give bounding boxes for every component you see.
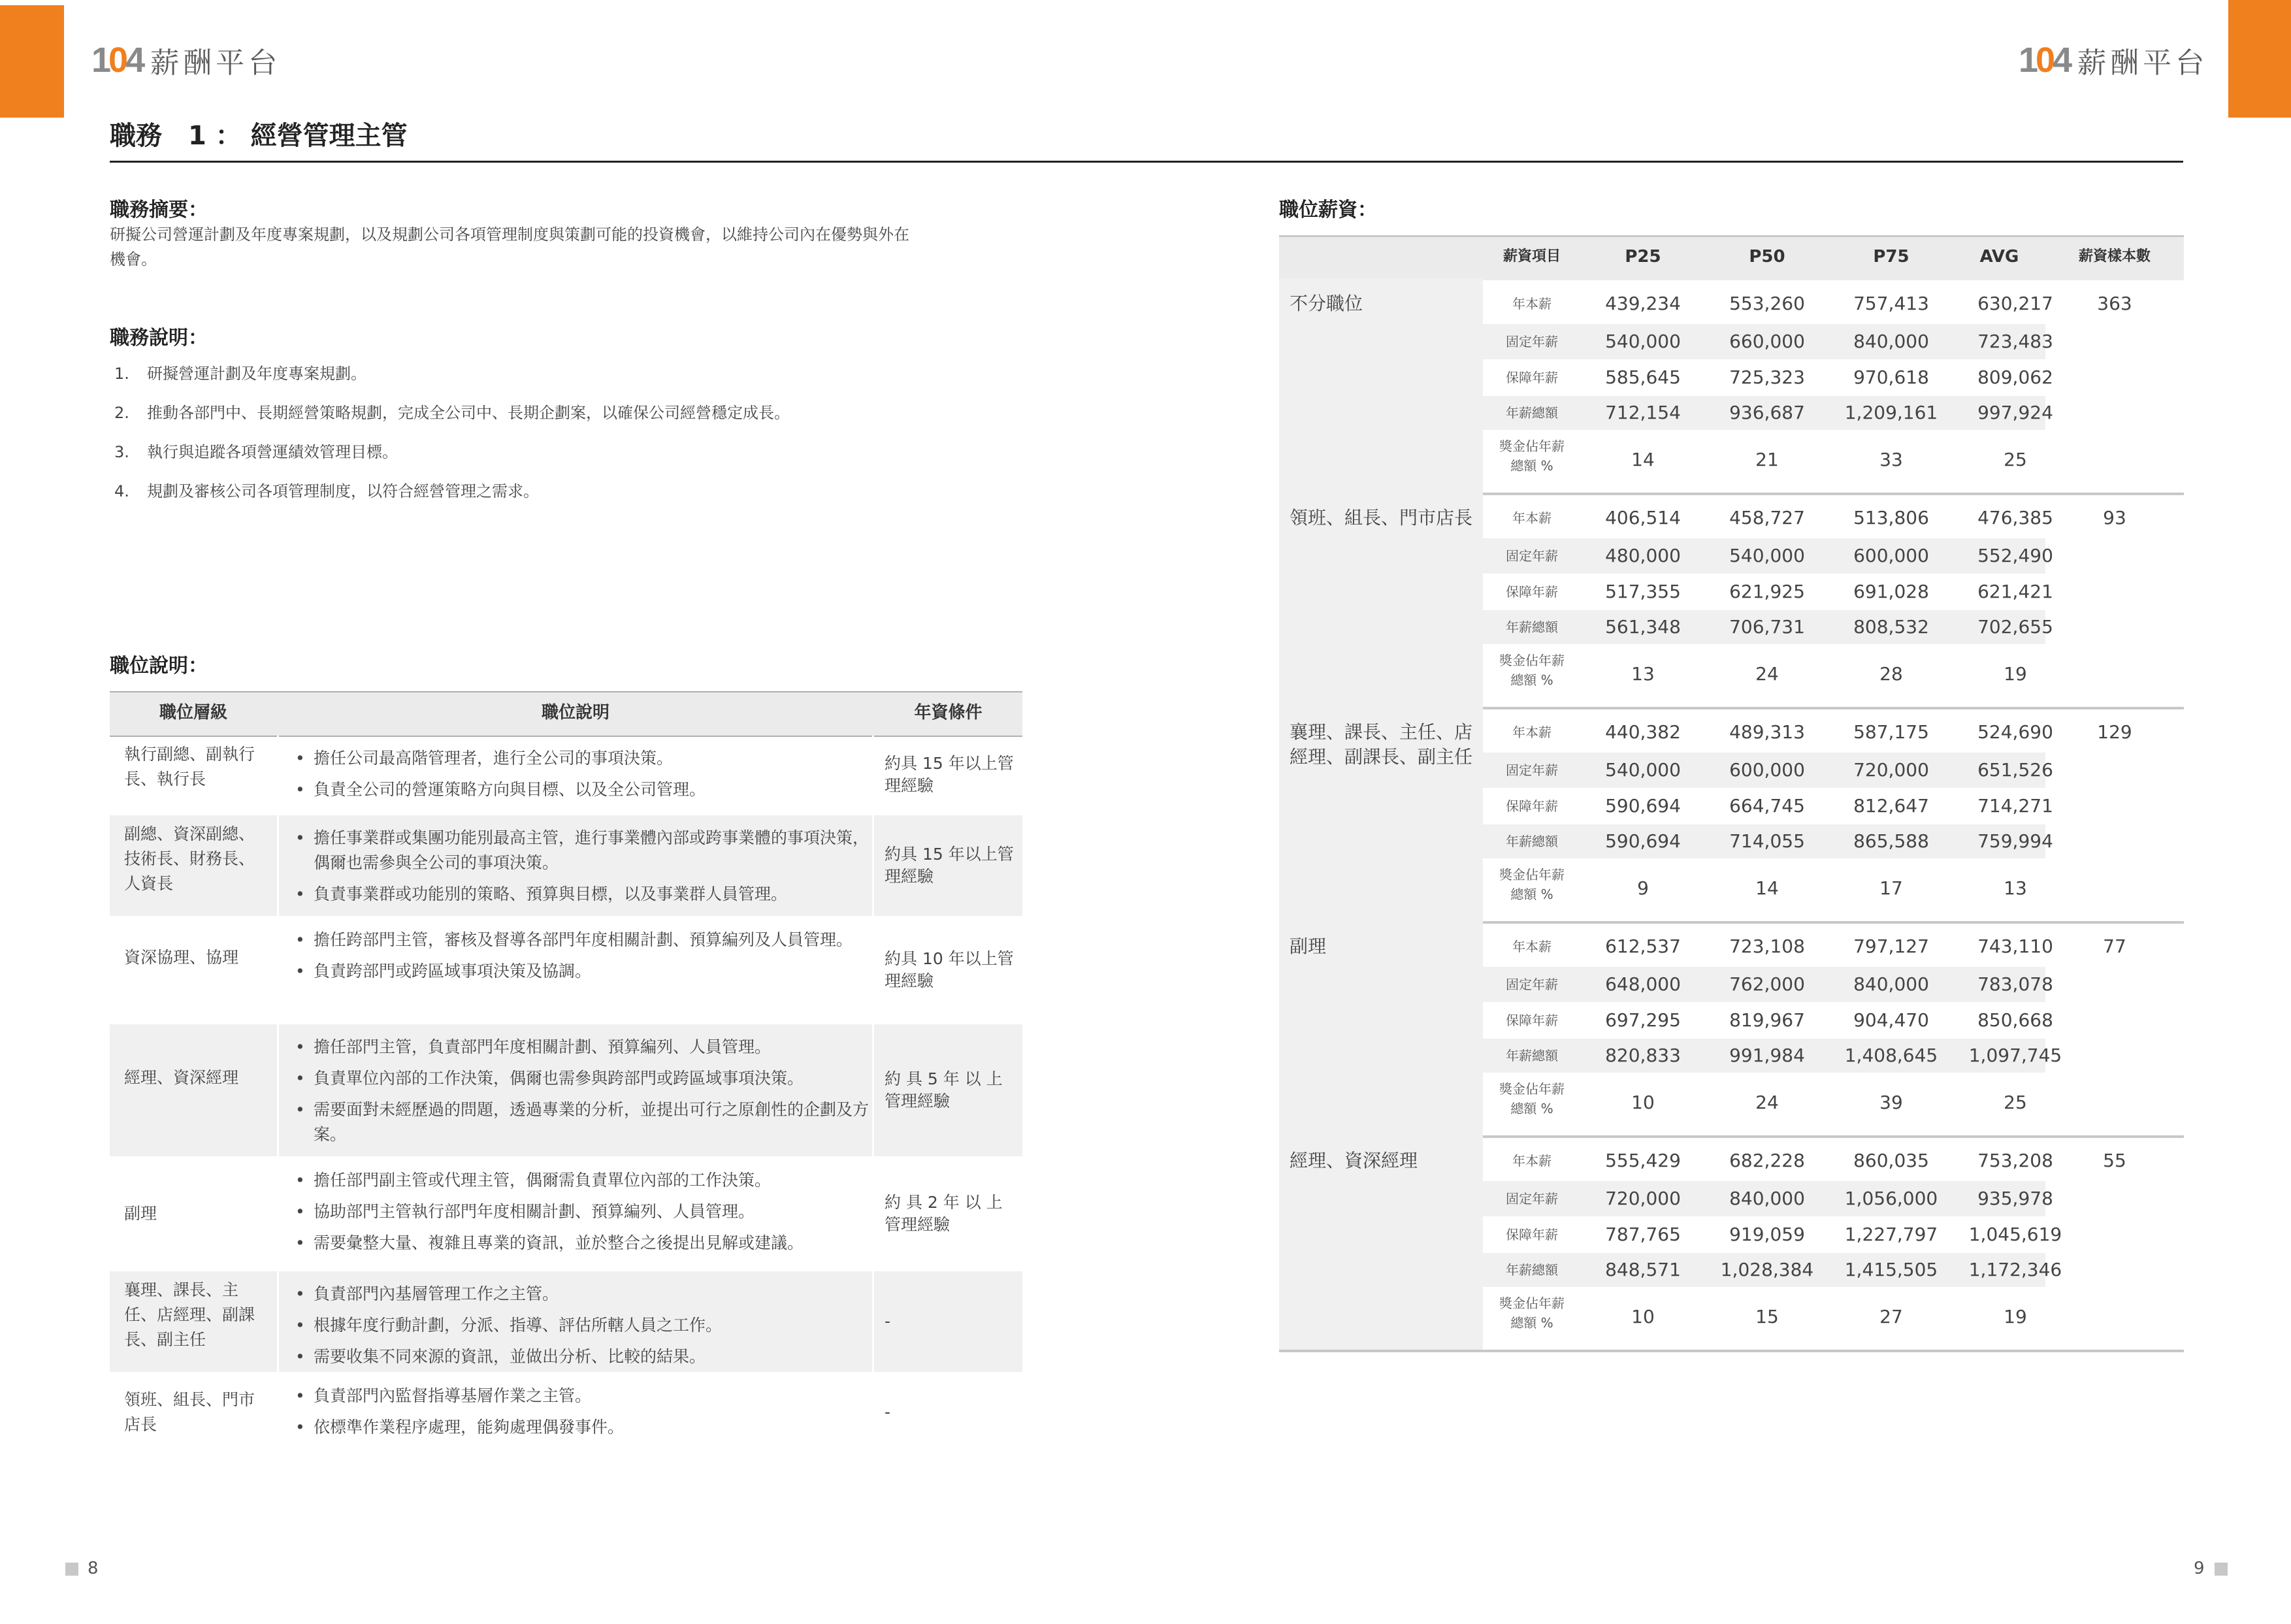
salary-value: 723,108 — [1729, 935, 1805, 957]
position-desc — [293, 1168, 979, 1262]
salary-value: 757,413 — [1853, 293, 1929, 314]
desc-bullet: • 擔任部門主管，負責部門年度相關計劃、預算編列、人員管理。 — [293, 1035, 875, 1060]
right-orange-tab — [2228, 0, 2291, 118]
salary-item-label: 年本薪 — [1512, 296, 1552, 312]
group-name-cell — [1279, 278, 1483, 493]
desc-bullet: • 負責部門內監督指導基層作業之主管。 — [293, 1384, 875, 1408]
left-orange-tab — [0, 5, 64, 118]
salary-group — [1279, 921, 2184, 1138]
salary-value: 840,000 — [1853, 331, 1929, 352]
salary-value: 10 — [1631, 1306, 1655, 1327]
group-name: 不分職位 — [1290, 293, 1363, 314]
salary-value: 1,227,797 — [1844, 1224, 1938, 1245]
desc-bullet: • 需要收集不同來源的資訊，並做出分析、比較的結果。 — [293, 1344, 875, 1369]
salary-row — [1483, 967, 2053, 1002]
desc-bullet: • 協助部門主管執行部門年度相關計劃、預算編列、人員管理。 — [293, 1199, 875, 1224]
salary-value: 991,984 — [1729, 1045, 1805, 1066]
salary-value: 13 — [2004, 877, 2027, 899]
salary-value: 555,429 — [1605, 1150, 1681, 1171]
header-p25: P25 — [1625, 247, 1661, 267]
position-desc — [293, 1384, 979, 1446]
salary-value: 936,687 — [1729, 402, 1805, 423]
salary-value: 997,924 — [1977, 402, 2053, 423]
salary-row — [1483, 928, 2053, 966]
salary-item-label: 年本薪 — [1512, 510, 1552, 526]
salary-row — [1483, 1181, 2053, 1216]
desc-bullet: • 負責事業群或功能別的策略、預算與目標，以及事業群人員管理。 — [293, 882, 875, 907]
header-desc: 職位說明 — [541, 703, 609, 723]
salary-value: 561,348 — [1605, 616, 1681, 638]
salary-item-label: 保障年薪 — [1506, 798, 1558, 814]
salary-row — [1483, 1003, 2053, 1037]
salary-value: 714,271 — [1977, 795, 2053, 817]
item-text: 執行與追蹤各項營運績效管理目標。 — [147, 443, 398, 461]
salary-row — [1483, 538, 2053, 574]
salary-item-label: 固定年薪 — [1506, 334, 1558, 349]
salary-value: 682,228 — [1729, 1150, 1805, 1171]
page-number-left: 8 — [88, 1559, 99, 1578]
salary-value: 1,209,161 — [1844, 402, 1938, 423]
salary-value: 440,382 — [1605, 721, 1681, 743]
salary-item-label: 獎金佔年薪總額 % — [1499, 1295, 1565, 1331]
desc-bullet: • 依標準作業程序處理，能夠處理偶發事件。 — [293, 1415, 875, 1440]
item-number: 4. — [114, 482, 129, 500]
salary-value: 39 — [1879, 1092, 1903, 1113]
summary-text — [110, 222, 1037, 272]
salary-item-label: 保障年薪 — [1506, 1013, 1558, 1028]
salary-value: 517,355 — [1605, 581, 1681, 602]
desc-bullet: • 擔任跨部門主管，審核及督導各部門年度相關計劃、預算編列及人員管理。 — [293, 928, 875, 952]
header-p50: P50 — [1749, 247, 1785, 267]
desc-bullet: • 需要彙整大量、複雜且專業的資訊，並於整合之後提出見解或建議。 — [293, 1231, 875, 1256]
salary-value: 524,690 — [1977, 721, 2053, 743]
salary-row — [1483, 645, 2045, 703]
salary-value: 513,806 — [1853, 507, 1929, 528]
item-number: 2. — [114, 404, 129, 422]
header-item: 薪資項目 — [1503, 248, 1561, 265]
salary-value: 540,000 — [1605, 331, 1681, 352]
salary-value: 664,745 — [1729, 795, 1805, 817]
salary-value: 725,323 — [1729, 366, 1805, 388]
salary-item-label: 固定年薪 — [1506, 762, 1558, 778]
salary-item-label: 保障年薪 — [1506, 370, 1558, 385]
salary-value: 406,514 — [1605, 507, 1681, 528]
salary-value: 28 — [1879, 663, 1903, 685]
salary-row — [1483, 1253, 2062, 1287]
salary-value: 25 — [2004, 1092, 2027, 1113]
salary-value: 1,056,000 — [1844, 1188, 1938, 1209]
header-level: 職位層級 — [159, 703, 227, 723]
title-divider — [110, 161, 2183, 163]
page-title: 職務 1 ： 經營管理主管 — [110, 121, 408, 151]
salary-item-label: 獎金佔年薪總額 % — [1499, 1081, 1565, 1116]
position-level: 資深協理、協理 — [124, 948, 239, 967]
sample-count: 129 — [2097, 721, 2132, 743]
item-number: 1. — [114, 365, 129, 383]
position-level: 經理、資深經理 — [124, 1068, 239, 1087]
salary-item-label: 年薪總額 — [1506, 1262, 1558, 1278]
summary-line: 機會。 — [110, 250, 157, 268]
salary-group — [1279, 1135, 2184, 1352]
salary-value: 970,618 — [1853, 366, 1929, 388]
salary-value: 753,208 — [1977, 1150, 2053, 1171]
logo-number: 104 — [91, 41, 143, 80]
page-marker-right — [2215, 1563, 2228, 1576]
salary-value: 439,234 — [1605, 293, 1681, 314]
salary-value: 17 — [1879, 877, 1903, 899]
column-divider — [277, 1271, 279, 1372]
position-years: 約具 15 年以上管理經驗 — [885, 845, 1014, 886]
salary-value: 33 — [1879, 449, 1903, 470]
group-name-cell — [1279, 1135, 1483, 1350]
sample-count: 93 — [2103, 507, 2126, 528]
salary-value: 850,668 — [1977, 1009, 2053, 1031]
position-desc — [293, 1282, 979, 1376]
item-text: 規劃及審核公司各項管理制度，以符合經營管理之需求。 — [147, 482, 539, 500]
column-divider — [277, 917, 279, 1023]
salary-row — [1483, 431, 2045, 489]
salary-value: 27 — [1879, 1306, 1903, 1327]
salary-value: 540,000 — [1729, 545, 1805, 566]
salary-value: 458,727 — [1729, 507, 1805, 528]
salary-value: 860,035 — [1853, 1150, 1929, 1171]
desc-bullet: • 負責部門內基層管理工作之主管。 — [293, 1282, 875, 1307]
salary-group — [1279, 707, 2184, 924]
position-years: - — [885, 1312, 891, 1331]
salary-item-label: 保障年薪 — [1506, 584, 1558, 600]
position-desc — [293, 1035, 979, 1154]
position-row — [110, 917, 1022, 1023]
position-row — [110, 736, 1022, 814]
salary-value: 587,175 — [1853, 721, 1929, 743]
desc-bullet: • 擔任部門副主管或代理主管，偶爾需負責單位內部的工作決策。 — [293, 1168, 875, 1193]
salary-value: 743,110 — [1977, 935, 2053, 957]
desc-bullet: • 擔任公司最高階管理者，進行全公司的事項決策。 — [293, 746, 875, 771]
salary-value: 9 — [1637, 877, 1649, 899]
salary-value: 480,000 — [1605, 545, 1681, 566]
group-name: 襄理、課長、主任、店經理、副課長、副主任 — [1290, 721, 1473, 768]
salary-value: 808,532 — [1853, 616, 1929, 638]
salary-item-label: 年薪總額 — [1506, 405, 1558, 421]
salary-item-label: 固定年薪 — [1506, 977, 1558, 992]
salary-row — [1483, 499, 2053, 537]
salary-value: 19 — [2004, 1306, 2027, 1327]
salary-item-label: 年薪總額 — [1506, 619, 1558, 635]
sample-count: 363 — [2097, 293, 2132, 314]
salary-value: 15 — [1755, 1306, 1779, 1327]
salary-value: 1,172,346 — [1968, 1259, 2062, 1280]
position-level: 執行副總、副執行長、執行長 — [124, 745, 255, 788]
position-desc — [293, 928, 979, 990]
position-level: 副總、資深副總、技術長、財務長、人資長 — [124, 824, 255, 893]
salary-value: 612,537 — [1605, 935, 1681, 957]
column-divider — [277, 815, 279, 916]
salary-row — [1483, 824, 2053, 858]
salary-row — [1483, 396, 2053, 430]
salary-value: 489,313 — [1729, 721, 1805, 743]
position-row — [110, 1024, 1022, 1156]
desc-bullet: • 負責跨部門或跨區域事項決策及協調。 — [293, 959, 875, 984]
salary-value: 720,000 — [1605, 1188, 1681, 1209]
salary-value: 651,526 — [1977, 759, 2053, 781]
salary-value: 840,000 — [1853, 973, 1929, 995]
salary-value: 660,000 — [1729, 331, 1805, 352]
column-divider — [277, 1158, 279, 1270]
description-item — [114, 439, 398, 462]
salary-value: 691,028 — [1853, 581, 1929, 602]
summary-line: 研擬公司營運計劃及年度專案規劃，以及規劃公司各項管理制度與策劃可能的投資機會，以維持公司內在優勢與外在 — [110, 225, 909, 244]
salary-value: 590,694 — [1605, 830, 1681, 852]
salary-value: 714,055 — [1729, 830, 1805, 852]
salary-row — [1483, 860, 2045, 917]
salary-value: 10 — [1631, 1092, 1655, 1113]
salary-value: 840,000 — [1729, 1188, 1805, 1209]
salary-row — [1483, 789, 2053, 823]
salary-item-label: 保障年薪 — [1506, 1227, 1558, 1242]
salary-value: 919,059 — [1729, 1224, 1805, 1245]
salary-value: 621,925 — [1729, 581, 1805, 602]
salary-value: 904,470 — [1853, 1009, 1929, 1031]
salary-item-label: 年本薪 — [1512, 724, 1552, 740]
header-sample-count: 薪資樣本數 — [2078, 248, 2151, 265]
position-years: 約 具 2 年 以 上 管理經驗 — [885, 1193, 1003, 1234]
salary-value: 783,078 — [1977, 973, 2053, 995]
position-years: 約具 10 年以上管理經驗 — [885, 949, 1014, 990]
salary-value: 759,994 — [1977, 830, 2053, 852]
position-level: 副理 — [124, 1204, 157, 1223]
salary-value: 1,097,745 — [1968, 1045, 2062, 1066]
group-name: 副理 — [1290, 935, 1327, 957]
salary-value: 1,408,645 — [1844, 1045, 1938, 1066]
desc-bullet: • 根據年度行動計劃，分派、指導、評估所轄人員之工作。 — [293, 1313, 875, 1338]
group-name: 領班、組長、門市店長 — [1290, 507, 1473, 528]
salary-item-label: 獎金佔年薪總額 % — [1499, 653, 1565, 688]
salary-value: 1,028,384 — [1720, 1259, 1814, 1280]
position-level: 領班、組長、門市店長 — [124, 1390, 255, 1434]
item-number: 3. — [114, 443, 129, 461]
logo-text: 薪酬平台 — [150, 46, 282, 80]
salary-value: 590,694 — [1605, 795, 1681, 817]
group-name-cell — [1279, 493, 1483, 707]
position-years: - — [885, 1403, 891, 1421]
salary-value: 540,000 — [1605, 759, 1681, 781]
salary-value: 13 — [1631, 663, 1655, 685]
description-heading: 職務說明： — [110, 327, 208, 349]
salary-row — [1483, 1218, 2062, 1252]
group-name-cell — [1279, 707, 1483, 921]
page-marker-left — [65, 1563, 78, 1576]
sample-count: 77 — [2103, 935, 2126, 957]
salary-row — [1483, 285, 2053, 323]
position-table-heading: 職位說明： — [110, 655, 208, 677]
salary-row — [1483, 575, 2053, 609]
salary-row — [1483, 713, 2053, 751]
position-row — [110, 1271, 1022, 1372]
salary-item-label: 年本薪 — [1512, 1153, 1552, 1169]
position-row — [110, 1373, 1022, 1452]
header-years: 年資條件 — [914, 703, 983, 723]
salary-row — [1483, 610, 2053, 644]
salary-value: 621,421 — [1977, 581, 2053, 602]
position-years: 約 具 5 年 以 上 管理經驗 — [885, 1069, 1003, 1111]
salary-group — [1279, 278, 2184, 495]
salary-value: 24 — [1755, 663, 1779, 685]
salary-value: 706,731 — [1729, 616, 1805, 638]
salary-value: 1,415,505 — [1844, 1259, 1938, 1280]
desc-bullet: • 需要面對未經歷過的問題，透過專業的分析，並提出可行之原創性的企劃及方案。 — [293, 1097, 875, 1147]
header-avg: AVG — [1979, 247, 2019, 267]
salary-value: 935,978 — [1977, 1188, 2053, 1209]
salary-value: 21 — [1755, 449, 1779, 470]
column-divider — [277, 736, 279, 814]
item-text: 推動各部門中、長期經營策略規劃，完成全公司中、長期企劃案，以確保公司經營穩定成長。 — [147, 404, 790, 422]
logo-number: 104 — [2019, 41, 2070, 80]
page-number-right: 9 — [2194, 1559, 2205, 1578]
group-name: 經理、資深經理 — [1290, 1150, 1418, 1171]
salary-value: 1,045,619 — [1968, 1224, 2062, 1245]
salary-value: 697,295 — [1605, 1009, 1681, 1031]
salary-row — [1483, 1039, 2062, 1073]
position-desc — [293, 746, 979, 809]
header-p75: P75 — [1873, 247, 1909, 267]
logo-text: 薪酬平台 — [2077, 46, 2209, 80]
salary-value: 552,490 — [1977, 545, 2053, 566]
salary-value: 819,967 — [1729, 1009, 1805, 1031]
salary-value: 787,765 — [1605, 1224, 1681, 1245]
salary-group — [1279, 493, 2184, 709]
position-row — [110, 815, 1022, 916]
salary-value: 812,647 — [1853, 795, 1929, 817]
position-desc — [293, 826, 979, 913]
position-row — [110, 1158, 1022, 1270]
salary-value: 848,571 — [1605, 1259, 1681, 1280]
salary-value: 720,000 — [1853, 759, 1929, 781]
salary-value: 14 — [1631, 449, 1655, 470]
salary-value: 809,062 — [1977, 366, 2053, 388]
salary-row — [1483, 1074, 2045, 1131]
brand-logo-right — [2019, 41, 2208, 80]
salary-value: 820,833 — [1605, 1045, 1681, 1066]
salary-value: 600,000 — [1729, 759, 1805, 781]
salary-value: 712,154 — [1605, 402, 1681, 423]
desc-bullet: • 負責單位內部的工作決策，偶爾也需參與跨部門或跨區域事項決策。 — [293, 1066, 875, 1091]
salary-item-label: 固定年薪 — [1506, 548, 1558, 564]
salary-row — [1483, 324, 2053, 359]
group-name-cell — [1279, 921, 1483, 1135]
salary-value: 702,655 — [1977, 616, 2053, 638]
salary-row — [1483, 1142, 2053, 1180]
salary-value: 553,260 — [1729, 293, 1805, 314]
salary-heading: 職位薪資： — [1279, 199, 1377, 221]
position-level: 襄理、課長、主任、店經理、副課長、副主任 — [124, 1280, 255, 1349]
salary-item-label: 年薪總額 — [1506, 1048, 1558, 1064]
salary-value: 14 — [1755, 877, 1779, 899]
salary-value: 25 — [2004, 449, 2027, 470]
salary-item-label: 獎金佔年薪總額 % — [1499, 867, 1565, 902]
salary-value: 585,645 — [1605, 366, 1681, 388]
salary-value: 723,483 — [1977, 331, 2053, 352]
salary-value: 600,000 — [1853, 545, 1929, 566]
salary-value: 476,385 — [1977, 507, 2053, 528]
salary-item-label: 固定年薪 — [1506, 1191, 1558, 1207]
salary-row — [1483, 1288, 2045, 1346]
salary-value: 648,000 — [1605, 973, 1681, 995]
salary-value: 24 — [1755, 1092, 1779, 1113]
salary-row — [1483, 361, 2053, 395]
salary-value: 630,217 — [1977, 293, 2053, 314]
description-item — [114, 361, 366, 383]
desc-bullet: • 負責全公司的營運策略方向與目標、以及全公司管理。 — [293, 777, 875, 802]
desc-bullet: • 擔任事業群或集團功能別最高主管，進行事業體內部或跨事業體的事項決策，偶爾也需參與全公司的事項決策。 — [293, 826, 875, 875]
column-divider — [277, 1024, 279, 1156]
salary-row — [1483, 753, 2053, 788]
salary-item-label: 年本薪 — [1512, 939, 1552, 954]
item-text: 研擬營運計劃及年度專案規劃。 — [147, 365, 366, 383]
brand-logo-left — [91, 41, 281, 80]
position-years: 約具 15 年以上管理經驗 — [885, 754, 1014, 795]
description-item — [114, 400, 790, 423]
description-item — [114, 478, 539, 501]
salary-item-label: 獎金佔年薪總額 % — [1499, 438, 1565, 474]
column-divider — [277, 1373, 279, 1452]
salary-value: 797,127 — [1853, 935, 1929, 957]
salary-value: 19 — [2004, 663, 2027, 685]
salary-value: 865,588 — [1853, 830, 1929, 852]
sample-count: 55 — [2103, 1150, 2126, 1171]
salary-item-label: 年薪總額 — [1506, 834, 1558, 849]
summary-heading: 職務摘要： — [110, 199, 208, 221]
salary-value: 762,000 — [1729, 973, 1805, 995]
